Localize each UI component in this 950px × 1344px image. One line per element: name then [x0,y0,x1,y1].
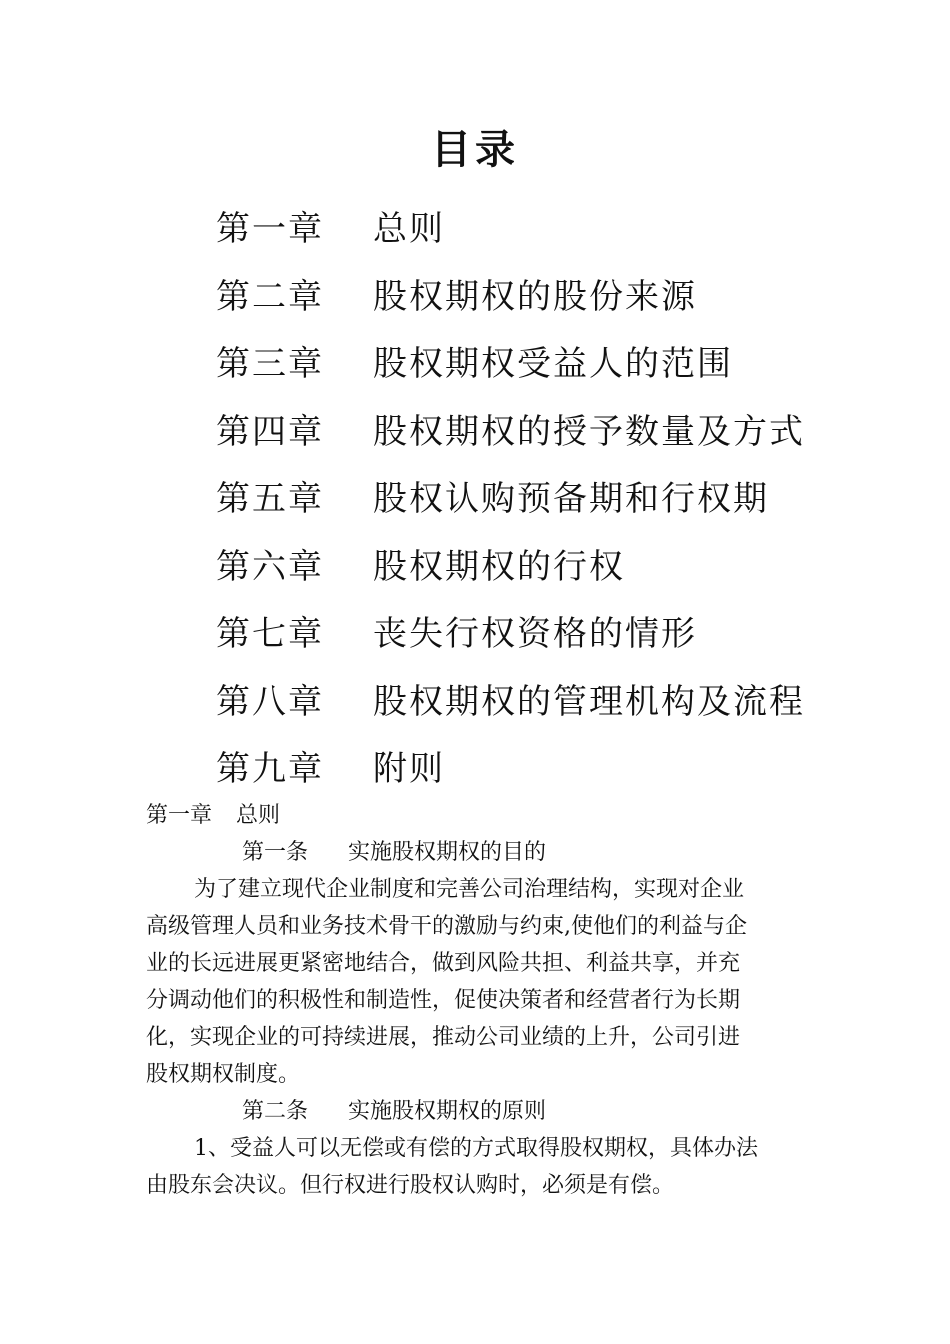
toc-chapter-number: 第五章 [216,479,324,520]
toc-chapter-name: 附则 [373,749,445,790]
toc-chapter-name: 股权期权的股份来源 [373,276,697,317]
toc-chapter-number: 第三章 [216,344,324,385]
toc-chapter-number: 第四章 [216,411,324,452]
toc-title: 目录 [431,126,519,173]
toc-item [216,732,805,800]
toc-chapter-name: 股权期权受益人的范围 [373,344,733,385]
article-heading [146,834,808,871]
toc-chapter-number: 第二章 [216,276,324,317]
paragraph-line: 业的长远进展更紧密地结合，做到风险共担、利益共享，并充 [146,951,741,976]
chapter-number: 第一章 [146,803,213,828]
toc-item [216,530,805,598]
paragraph-line: 为了建立现代企业制度和完善公司治理结构，实现对企业 [194,877,745,902]
toc-item [216,462,805,530]
chapter-name: 总则 [236,803,281,828]
paragraph-line: 股权期权制度。 [146,1062,301,1087]
toc-item [216,395,805,463]
toc-chapter-name: 股权期权的授予数量及方式 [373,411,805,452]
toc-chapter-number: 第一章 [216,209,324,250]
chapter-heading [146,797,808,834]
toc-chapter-name: 丧失行权资格的情形 [373,614,697,655]
toc-chapter-number: 第六章 [216,546,324,587]
toc-item [216,192,805,260]
article-number: 第一条 [242,840,309,865]
paragraph-line: 1、受益人可以无偿或有偿的方式取得股权期权，具体办法 [194,1136,758,1161]
paragraph-line: 高级管理人员和业务技术骨干的激励与约束,使他们的利益与企 [146,914,747,939]
table-of-contents [216,192,805,800]
toc-item [216,597,805,665]
paragraph-line: 化，实现企业的可持续进展，推动公司业绩的上升，公司引进 [146,1025,741,1050]
paragraph-line: 分调动他们的积极性和制造性，促使决策者和经营者行为长期 [146,988,741,1013]
article-title: 实施股权期权的原则 [348,1099,547,1124]
toc-chapter-number: 第八章 [216,681,324,722]
article-heading [146,1093,808,1130]
toc-chapter-name: 股权期权的管理机构及流程 [373,681,805,722]
toc-chapter-number: 第九章 [216,749,324,790]
toc-chapter-name: 总则 [373,209,445,250]
toc-chapter-name: 股权认购预备期和行权期 [373,479,769,520]
toc-chapter-name: 股权期权的行权 [373,546,625,587]
article-title: 实施股权期权的目的 [348,840,547,865]
document-body [146,797,808,1204]
toc-item [216,327,805,395]
article-number: 第二条 [242,1099,309,1124]
toc-chapter-number: 第七章 [216,614,324,655]
toc-item [216,665,805,733]
paragraph-line: 由股东会决议。但行权进行股权认购时，必须是有偿。 [146,1173,675,1198]
toc-item [216,260,805,328]
